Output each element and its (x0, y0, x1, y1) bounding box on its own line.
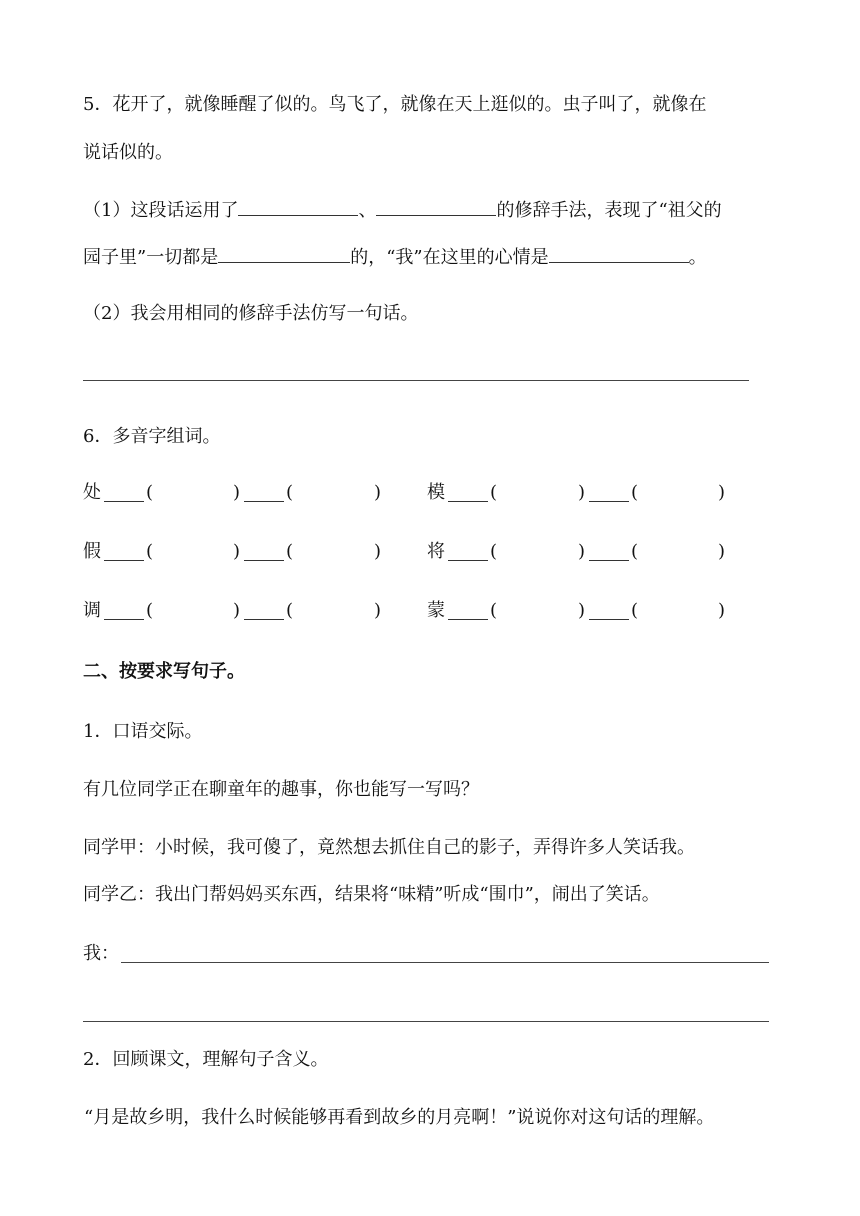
q6-row1-char-right: 模 (427, 482, 445, 503)
q5-sub1-text-d: 园子里”一切都是 (83, 247, 219, 268)
q5-line2: 说话似的。 (83, 142, 173, 163)
q6-row2-paren-open-3: ( (490, 541, 498, 562)
q6-row3-char-left: 调 (83, 600, 101, 621)
q6-row3-paren-close-3: ) (578, 600, 586, 621)
answer-line-imitation[interactable] (83, 380, 749, 381)
q6-row1-paren-close-1: ) (233, 482, 241, 503)
s2-q1-student-a: 同学甲：小时候，我可傻了，竟然想去抓住自己的影子，弄得许多人笑话我。 (83, 837, 695, 858)
answer-line-me-1[interactable] (121, 962, 769, 963)
answer-blank-garden[interactable] (218, 244, 350, 263)
answer-line-me-2[interactable] (83, 1021, 769, 1022)
q6-row2-blank-left-2[interactable] (244, 542, 284, 561)
q6-title: 6．多音字组词。 (83, 426, 221, 447)
q6-row1-blank-right-1[interactable] (448, 483, 488, 502)
answer-blank-mood[interactable] (549, 244, 689, 263)
q6-row1-blank-right-2[interactable] (589, 483, 629, 502)
s2-q1-title: 1．口语交际。 (83, 721, 203, 742)
q5-sub1-text-a: （1）这段话运用了 (83, 200, 239, 221)
q6-row3-blank-right-2[interactable] (589, 601, 629, 620)
s2-q1-me-label: 我： (83, 943, 119, 964)
answer-blank-rhetoric-2[interactable] (376, 197, 496, 216)
q6-row1-paren-close-3: ) (578, 482, 586, 503)
q6-row3-paren-close-4: ) (718, 600, 726, 621)
q6-row3-paren-open-3: ( (490, 600, 498, 621)
section2-title: 二、按要求写句子。 (83, 661, 245, 682)
q5-sub1-text-f: 。 (688, 247, 707, 268)
q5-sub1-line2 (83, 244, 707, 270)
s2-q1-prompt: 有几位同学正在聊童年的趣事，你也能写一写吗？ (83, 779, 479, 800)
q6-row1-paren-close-2: ) (374, 482, 382, 503)
q6-row3-char-right: 蒙 (427, 600, 445, 621)
q6-row2-paren-close-4: ) (718, 541, 726, 562)
q6-row2-paren-close-2: ) (374, 541, 382, 562)
q5-sub2: （2）我会用相同的修辞手法仿写一句话。 (83, 303, 419, 324)
q6-row2-blank-left-1[interactable] (104, 542, 144, 561)
s2-q1-student-b: 同学乙：我出门帮妈妈买东西，结果将“味精”听成“围巾”，闹出了笑话。 (83, 884, 660, 905)
q5-sub1-line1 (83, 197, 722, 223)
q6-row1-paren-open-3: ( (490, 482, 498, 503)
q6-row3-paren-open-1: ( (146, 600, 154, 621)
q6-row3-blank-right-1[interactable] (448, 601, 488, 620)
q6-row3-paren-open-4: ( (631, 600, 639, 621)
q6-row2-char-right: 将 (427, 541, 445, 562)
q6-row1-blank-left-1[interactable] (104, 483, 144, 502)
q6-row2-paren-open-4: ( (631, 541, 639, 562)
q6-row2-paren-open-1: ( (146, 541, 154, 562)
s2-q2-text: “月是故乡明，我什么时候能够再看到故乡的月亮啊！”说说你对这句话的理解。 (84, 1107, 715, 1128)
q5-sub1-text-e: 的，“我”在这里的心情是 (350, 247, 549, 268)
q6-row1-paren-open-4: ( (631, 482, 639, 503)
q6-row1-paren-close-4: ) (718, 482, 726, 503)
q6-row2-paren-close-1: ) (233, 541, 241, 562)
q6-row1-char-left: 处 (83, 482, 101, 503)
q6-row1-paren-open-2: ( (286, 482, 294, 503)
q5-sub1-text-c: 的修辞手法，表现了“祖父的 (496, 200, 722, 221)
q6-row3-blank-left-1[interactable] (104, 601, 144, 620)
q5-sub1-text-b: 、 (358, 200, 377, 221)
q6-row3-blank-left-2[interactable] (244, 601, 284, 620)
answer-blank-rhetoric-1[interactable] (238, 197, 358, 216)
q6-row1-blank-left-2[interactable] (244, 483, 284, 502)
q6-row2-char-left: 假 (83, 541, 101, 562)
q6-row3-paren-close-1: ) (233, 600, 241, 621)
q6-row2-paren-open-2: ( (286, 541, 294, 562)
s2-q2-title: 2．回顾课文，理解句子含义。 (83, 1049, 329, 1070)
q6-row2-blank-right-2[interactable] (589, 542, 629, 561)
q6-row2-paren-close-3: ) (578, 541, 586, 562)
q6-row3-paren-close-2: ) (374, 600, 382, 621)
q6-row1-paren-open-1: ( (146, 482, 154, 503)
q6-row3-paren-open-2: ( (286, 600, 294, 621)
q5-line1: 5．花开了，就像睡醒了似的。鸟飞了，就像在天上逛似的。虫子叫了，就像在 (83, 94, 707, 115)
q6-row2-blank-right-1[interactable] (448, 542, 488, 561)
